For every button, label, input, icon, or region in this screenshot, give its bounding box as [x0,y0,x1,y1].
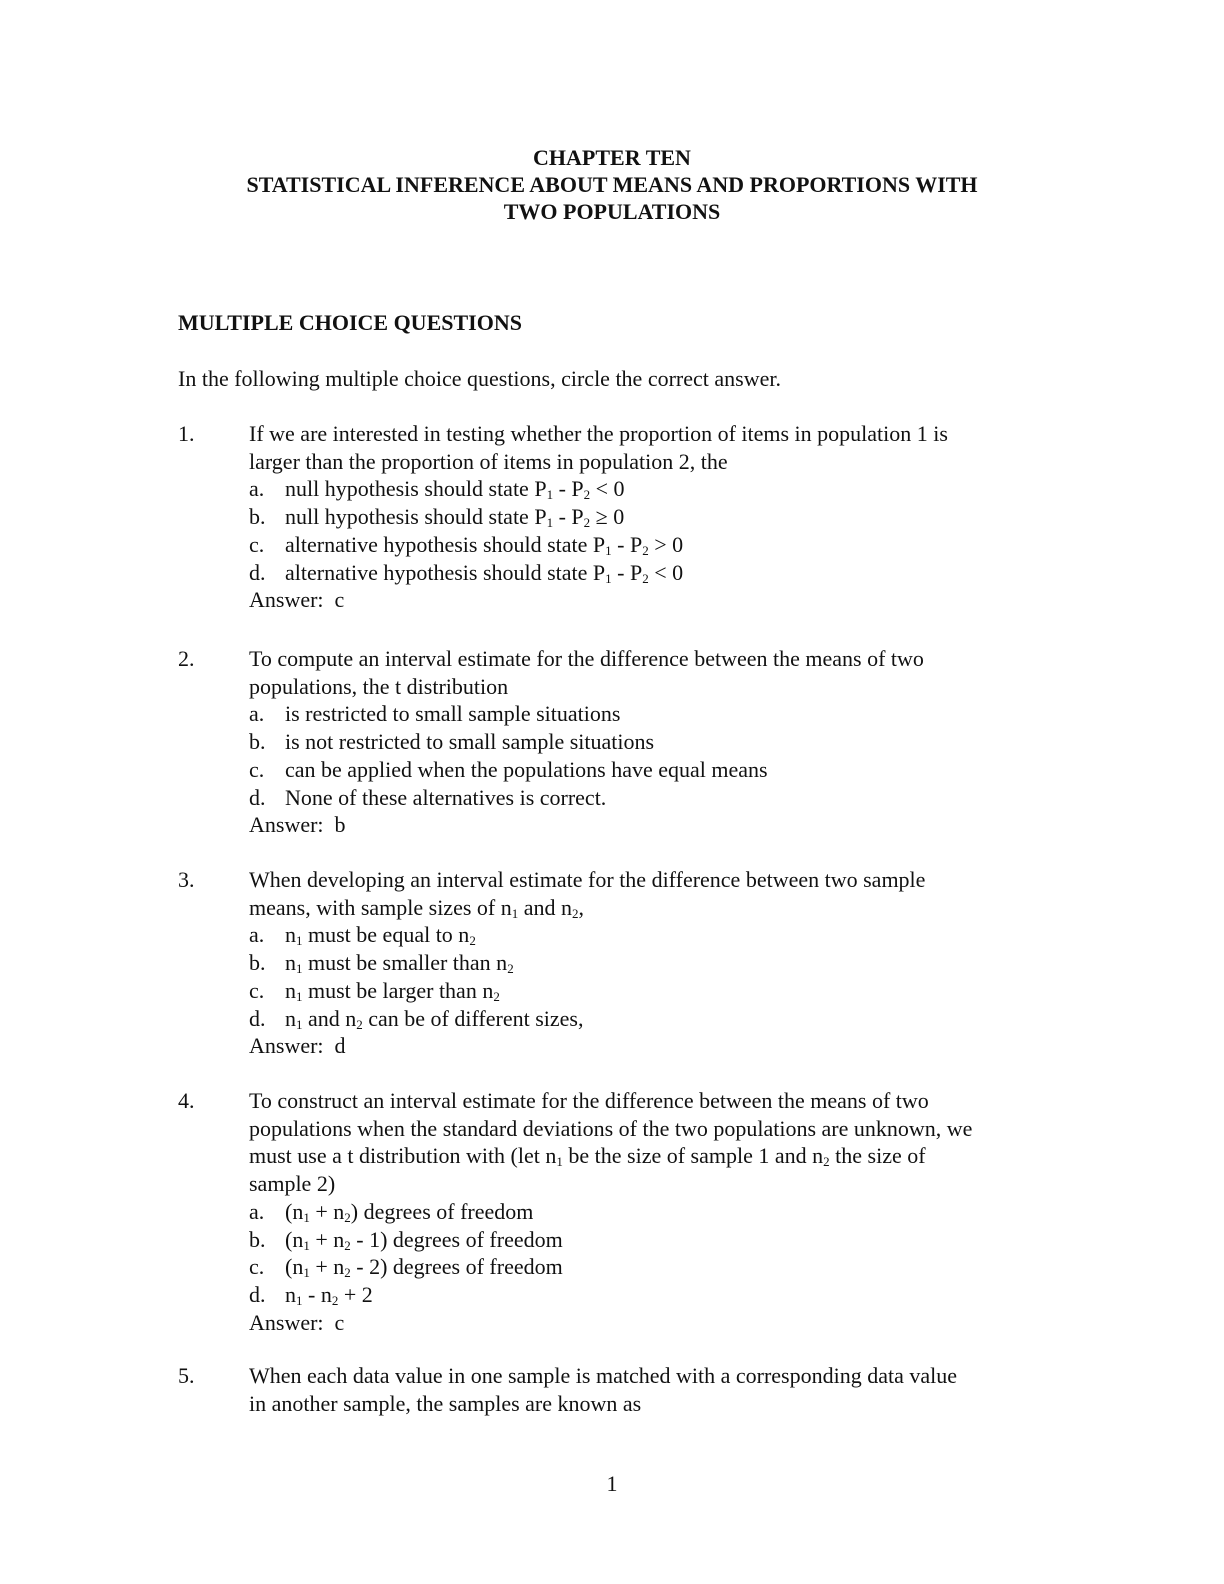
answer-option [249,949,1049,977]
question-body [249,420,1049,614]
option-letter: a. [249,701,265,727]
option-letter: c. [249,531,265,557]
option-letter: c. [249,977,265,1003]
chapter-title-line-1: STATISTICAL INFERENCE ABOUT MEANS AND PROPORTIONS WITH [246,172,978,197]
option-text: can be applied when the populations have equal means [285,756,768,782]
option-letter: b. [249,950,266,976]
option-letter: d. [249,784,266,810]
answer: Answer: d [249,1033,346,1059]
option-text: $n_1$ must be larger than $n_2$ [285,977,500,1004]
question-stem-line: To compute an interval estimate for the difference between the means of two [249,646,924,671]
option-letter: b. [249,1226,266,1252]
question-options [249,475,1049,586]
option-text: $(n_1 + n_2)$ degrees of freedom [285,1198,534,1225]
question-number: 4. [178,1088,195,1113]
question-body [249,645,1049,839]
option-text: alternative hypothesis should state $P_1 - P_2 < 0$ [285,559,684,586]
chapter-number: CHAPTER TEN [533,145,691,170]
question-stem [249,866,1049,921]
question-options [249,1198,1049,1309]
option-text: null hypothesis should state $P_1 - P_2 < 0$ [285,476,625,503]
option-letter: c. [249,756,265,782]
question-stem-line: To construct an interval estimate for the difference between the means of two [249,1088,929,1113]
option-letter: b. [249,504,266,530]
answer-option [249,1198,1049,1226]
answer-option [249,503,1049,531]
question-number: 5. [178,1363,195,1388]
question-stem-line: When each data value in one sample is matched with a corresponding data value [249,1363,958,1388]
answer-option [249,1253,1049,1281]
question-body [249,866,1049,1060]
option-letter: d. [249,559,266,585]
question-stem-line: must use a t distribution with (let $n_1$ be the size of sample 1 and $n_2$ the size of [249,1143,926,1170]
answer-option [249,1005,1049,1033]
question-number: 2. [178,646,195,671]
option-letter: c. [249,1254,265,1280]
chapter-title-line-2: TWO POPULATIONS [503,199,721,224]
option-text: is restricted to small sample situations [285,701,621,727]
question-stem-line: populations when the standard deviations of the two populations are unknown, we [249,1115,973,1141]
option-text: None of these alternatives is correct. [285,784,607,810]
question-stem-line: sample 2) [249,1171,336,1197]
question-stem [249,1362,1049,1417]
question-stem-line: populations, the t distribution [249,673,509,699]
question-options [249,700,1049,811]
question-stem [249,1087,1049,1198]
option-letter: b. [249,729,266,755]
question-options [249,921,1049,1032]
question-stem-line: larger than the proportion of items in population 2, the [249,448,728,474]
option-letter: a. [249,922,265,948]
question-stem-line: means, with sample sizes of $n_1$ and $n_2$, [249,894,584,921]
answer-option [249,1281,1049,1309]
instructions: In the following multiple choice questions, circle the correct answer. [178,366,781,391]
option-text: $(n_1 + n_2 - 2)$ degrees of freedom [285,1254,563,1281]
option-text: $(n_1 + n_2 - 1)$ degrees of freedom [285,1226,563,1253]
section-title: MULTIPLE CHOICE QUESTIONS [178,310,522,335]
question-stem-line: If we are interested in testing whether the proportion of items in population 1 is [249,421,948,446]
answer: Answer: b [249,812,346,838]
question-body [249,1362,1049,1417]
option-text: $n_1$ must be smaller than $n_2$ [285,950,514,977]
answer: Answer: c [249,587,345,613]
question-stem [249,420,1049,475]
answer-option [249,756,1049,784]
answer-option [249,559,1049,587]
answer-option [249,531,1049,559]
option-letter: a. [249,476,265,502]
answer-option [249,977,1049,1005]
question-number: 1. [178,421,195,446]
question-body [249,1087,1049,1336]
option-letter: d. [249,1005,266,1031]
answer: Answer: c [249,1309,345,1335]
question-stem-line: in another sample, the samples are known as [249,1390,642,1416]
answer-option [249,1226,1049,1254]
question-stem-line: When developing an interval estimate for the difference between two sample [249,867,926,892]
answer-option [249,784,1049,812]
question-stem [249,645,1049,700]
page-number: 1 [606,1471,618,1496]
option-text: $n_1 - n_2 + 2$ [285,1281,373,1308]
option-text: is not restricted to small sample situations [285,729,655,755]
answer-option [249,728,1049,756]
option-text: null hypothesis should state $P_1 - P_2 \ge 0$ [285,504,625,531]
option-letter: a. [249,1198,265,1224]
answer-option [249,921,1049,949]
option-text: $n_1$ must be equal to $n_2$ [285,922,476,949]
answer-option [249,475,1049,503]
option-text: $n_1$ and $n_2$ can be of different sizes, [285,1005,584,1032]
question-number: 3. [178,867,195,892]
option-letter: d. [249,1281,266,1307]
answer-option [249,700,1049,728]
option-text: alternative hypothesis should state $P_1 - P_2 > 0$ [285,531,684,558]
